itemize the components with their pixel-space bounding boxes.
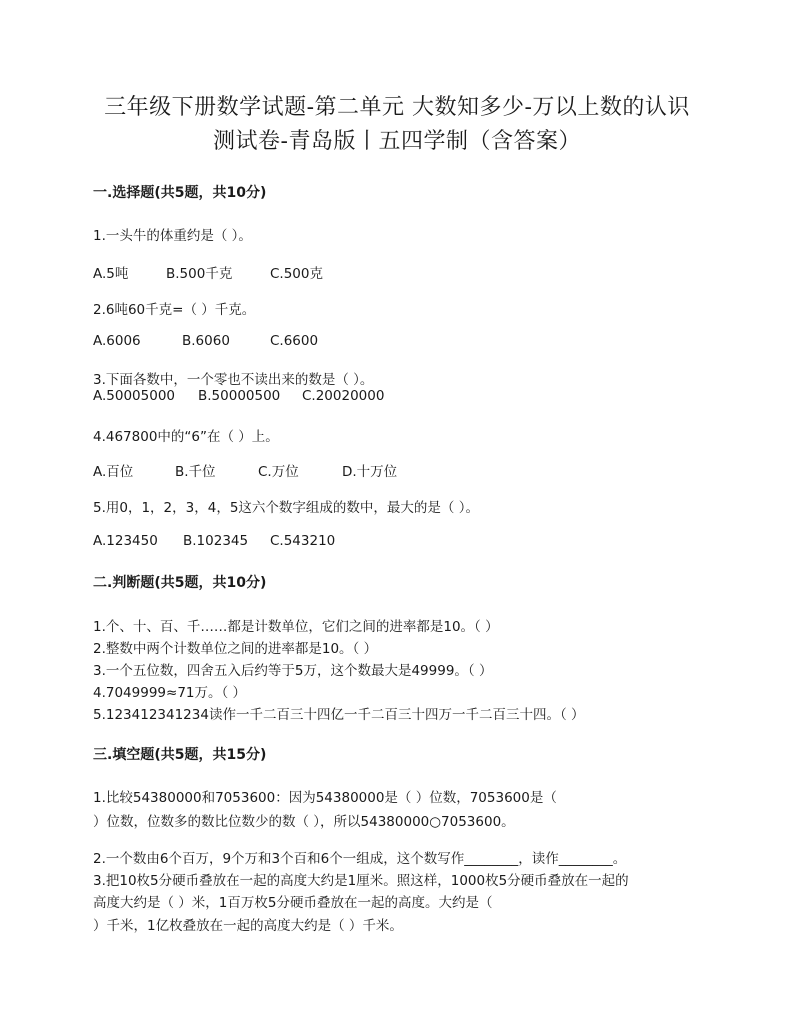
option-1-1-b: B.500千克 [166, 266, 233, 282]
question-2-1: 1.个、十、百、千……都是计数单位，它们之间的进率都是10。（ ） [93, 619, 499, 635]
question-1-1: 1.一头牛的体重约是（ ）。 [93, 228, 252, 244]
question-3-3-line1: 3.把10枚5分硬币叠放在一起的高度大约是1厘米。照这样，1000枚5分硬币叠放在一起的 [93, 873, 629, 889]
option-1-2-a: A.6006 [93, 333, 141, 349]
question-1-3: 3.下面各数中，一个零也不读出来的数是（ ）。 [93, 372, 374, 388]
section-heading-judge: 二.判断题(共5题，共10分) [93, 575, 267, 591]
question-2-4: 4.7049999≈71万。（ ） [93, 685, 247, 701]
question-3-3-line2: 高度大约是（ ）米，1百万枚5分硬币叠放在一起的高度。大约是（ [93, 895, 493, 911]
section-heading-choice: 一.选择题(共5题，共10分) [93, 185, 267, 201]
option-1-4-b: B.千位 [175, 464, 216, 480]
question-3-3-line3: ）千米，1亿枚叠放在一起的高度大约是（ ）千米。 [93, 918, 403, 934]
section-heading-fill: 三.填空题(共5题，共15分) [93, 747, 267, 763]
option-1-1-a: A.5吨 [93, 266, 129, 282]
question-2-5: 5.123412341234读作一千二百三十四亿一千二百三十四万一千二百三十四。（ ） [93, 707, 585, 723]
question-3-1-line2: ）位数，位数多的数比位数少的数（ ），所以54380000○7053600。 [93, 814, 515, 830]
question-2-3: 3.一个五位数，四舍五入后约等于5万，这个数最大是49999。（ ） [93, 663, 493, 679]
question-2-2: 2.整数中两个计数单位之间的进率都是10。（ ） [93, 641, 378, 657]
option-1-5-c: C.543210 [270, 533, 336, 549]
question-1-2: 2.6吨60千克=（ ）千克。 [93, 302, 256, 318]
option-1-3-b: B.50000500 [198, 388, 281, 404]
option-1-4-d: D.十万位 [342, 464, 398, 480]
question-1-5: 5.用0，1，2，3，4，5这六个数字组成的数中，最大的是（ ）。 [93, 500, 479, 516]
option-1-3-a: A.50005000 [93, 388, 176, 404]
option-1-2-b: B.6060 [182, 333, 230, 349]
option-1-1-c: C.500克 [270, 266, 323, 282]
question-3-1-line1: 1.比较54380000和7053600：因为54380000是（ ）位数，7053600是（ [93, 790, 557, 806]
option-1-5-a: A.123450 [93, 533, 158, 549]
option-1-3-c: C.20020000 [302, 388, 385, 404]
option-1-5-b: B.102345 [183, 533, 249, 549]
option-1-4-c: C.万位 [258, 464, 299, 480]
question-3-2: 2.一个数由6个百万，9个万和3个百和6个一组成，这个数写作________，读作________。 [93, 851, 627, 867]
page-title-line2: 测试卷-青岛版丨五四学制（含答案） [213, 129, 581, 154]
page-title-line1: 三年级下册数学试题-第二单元 大数知多少-万以上数的认识 [104, 95, 690, 120]
question-1-4: 4.467800中的“6”在（ ）上。 [93, 429, 279, 445]
option-1-2-c: C.6600 [270, 333, 319, 349]
option-1-4-a: A.百位 [93, 464, 134, 480]
